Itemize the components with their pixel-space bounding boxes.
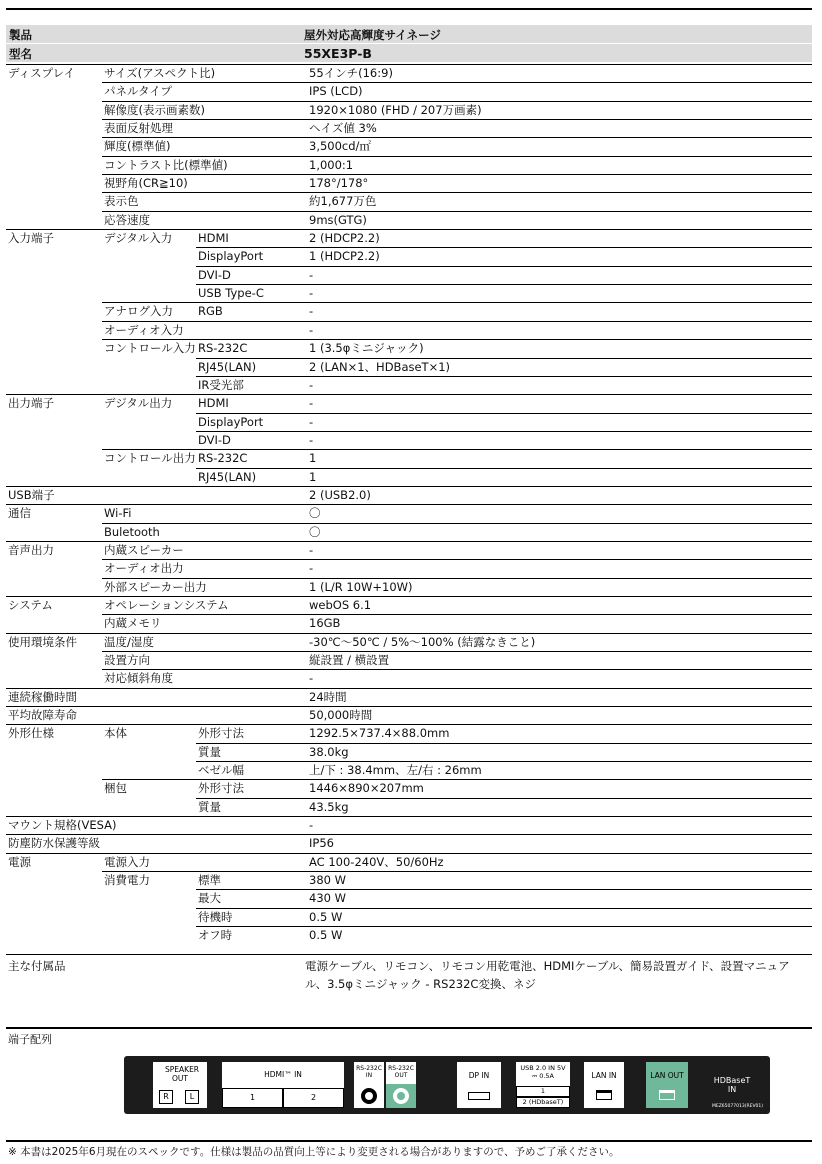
footnote: ※ 本書は2025年6月現在のスペックです。仕様は製品の品質向上等により変更される場合がありますので、予めご了承ください。 — [8, 1146, 620, 1158]
spec-item: Buletooth — [102, 523, 196, 541]
lan-in-box — [584, 1062, 624, 1108]
spec-item: 消費電力 — [102, 872, 196, 890]
spec-category: マウント規格(VESA) — [6, 817, 102, 835]
spec-subitem: RGB — [196, 303, 305, 321]
spec-value: 380 W — [305, 872, 812, 890]
spec-category — [6, 578, 102, 596]
spec-item: サイズ(アスペクト比) — [102, 65, 196, 83]
spec-row — [6, 835, 812, 853]
spec-subitem — [196, 505, 305, 523]
spec-subitem — [196, 486, 305, 504]
spec-item — [102, 835, 196, 853]
spec-item — [102, 431, 196, 449]
spec-category — [6, 248, 102, 266]
spec-subitem — [196, 578, 305, 596]
spec-item: 設置方向 — [102, 652, 196, 670]
spec-value: IPS (LCD) — [305, 83, 812, 101]
spec-category: 防塵防水保護等級 — [6, 835, 102, 853]
spec-category: システム — [6, 596, 102, 614]
spec-category: 電源 — [6, 853, 102, 871]
spec-row — [6, 615, 812, 633]
spec-subitem — [196, 560, 305, 578]
top-rule — [6, 8, 812, 10]
spec-item — [102, 358, 196, 376]
spec-item — [102, 927, 196, 945]
spec-subitem — [196, 853, 305, 871]
accessories-value: 電源ケーブル、リモコン、リモコン用乾電池、HDMIケーブル、簡易設置ガイド、設置マニュアル、3.5φミニジャック - RS232C変換、ネジ — [305, 959, 790, 991]
spec-item: 応答速度 — [102, 211, 196, 229]
spec-category: 使用環境条件 — [6, 633, 102, 651]
spec-subitem: ベゼル幅 — [196, 762, 305, 780]
spec-row — [6, 505, 812, 523]
spec-category — [6, 83, 102, 101]
spec-row — [6, 340, 812, 358]
spec-row — [6, 138, 812, 156]
spec-item — [102, 743, 196, 761]
spec-item — [102, 798, 196, 816]
spec-category: USB端子 — [6, 486, 102, 504]
spec-item: パネルタイプ — [102, 83, 196, 101]
spec-row — [6, 633, 812, 651]
spec-value: 約1,677万色 — [305, 193, 812, 211]
spec-item: 解像度(表示画素数) — [102, 101, 196, 119]
spec-row — [6, 83, 812, 101]
spec-value: - — [305, 285, 812, 303]
spec-row — [6, 817, 812, 835]
spec-category — [6, 120, 102, 138]
spec-value: 〇 — [305, 505, 812, 523]
spec-category: 外形仕様 — [6, 725, 102, 743]
spec-item: 温度/湿度 — [102, 633, 196, 651]
speaker-out-label: SPEAKER OUT — [165, 1065, 200, 1083]
spec-subitem: USB Type-C — [196, 285, 305, 303]
spec-row — [6, 743, 812, 761]
lan-out-network-icon — [659, 1090, 675, 1100]
hdbaset-in-label: HDBaseT IN — [713, 1076, 751, 1094]
spec-category — [6, 615, 102, 633]
spec-item: 表面反射処理 — [102, 120, 196, 138]
spec-row — [6, 303, 812, 321]
spec-value: 2 (LAN×1、HDBaseT×1) — [305, 358, 812, 376]
spec-subitem: 待機時 — [196, 908, 305, 926]
spec-category — [6, 211, 102, 229]
spec-value: ヘイズ値 3% — [305, 120, 812, 138]
spec-item — [102, 908, 196, 926]
spec-row — [6, 780, 812, 798]
model-header-row — [6, 44, 812, 62]
spec-item: 内蔵メモリ — [102, 615, 196, 633]
spec-category: 平均故障寿命 — [6, 707, 102, 725]
lan-in-network-icon — [596, 1090, 612, 1100]
spec-value: IP56 — [305, 835, 812, 853]
spec-item: デジタル入力 — [102, 230, 196, 248]
spec-row — [6, 908, 812, 926]
spec-value: - — [305, 376, 812, 394]
spec-item — [102, 688, 196, 706]
footnote-rule — [6, 1140, 812, 1142]
model-label: 型名 — [9, 47, 32, 61]
usb-port-1: 1 — [516, 1086, 570, 1097]
spec-row — [6, 486, 812, 504]
spec-row — [6, 120, 812, 138]
spec-value: - — [305, 431, 812, 449]
spec-row — [6, 358, 812, 376]
spec-row — [6, 541, 812, 559]
spec-row — [6, 431, 812, 449]
spec-category — [6, 175, 102, 193]
spec-value: 3,500cd/㎡ — [305, 138, 812, 156]
spec-value: 〇 — [305, 523, 812, 541]
spec-item — [102, 285, 196, 303]
spec-value: - — [305, 303, 812, 321]
spec-subitem — [196, 652, 305, 670]
spec-category — [6, 266, 102, 284]
spec-row — [6, 65, 812, 83]
spec-category — [6, 468, 102, 486]
spec-subitem: DVI-D — [196, 266, 305, 284]
spec-item: コントラスト比(標準値) — [102, 156, 196, 174]
spec-category — [6, 156, 102, 174]
spec-category — [6, 285, 102, 303]
spec-item: コントロール入力 — [102, 340, 196, 358]
spec-row — [6, 596, 812, 614]
lan-in-label: LAN IN — [591, 1071, 617, 1080]
spec-item: 内蔵スピーカー — [102, 541, 196, 559]
spec-item — [102, 266, 196, 284]
spec-row — [6, 762, 812, 780]
spec-subitem: RJ45(LAN) — [196, 358, 305, 376]
spec-item: 本体 — [102, 725, 196, 743]
hdmi-in-box — [222, 1062, 344, 1108]
spec-value: 1 (3.5φミニジャック) — [305, 340, 812, 358]
rs232c-in-box — [354, 1062, 384, 1108]
spec-item — [102, 890, 196, 908]
spec-value: 38.0kg — [305, 743, 812, 761]
speaker-r-port: R — [159, 1090, 173, 1104]
spec-row — [6, 193, 812, 211]
spec-subitem — [196, 707, 305, 725]
hdmi-port-2: 2 — [283, 1088, 344, 1108]
spec-subitem: IR受光部 — [196, 376, 305, 394]
spec-item: 梱包 — [102, 780, 196, 798]
spec-value: 2 (USB2.0) — [305, 486, 812, 504]
spec-subitem — [196, 817, 305, 835]
spec-row — [6, 175, 812, 193]
spec-row — [6, 927, 812, 945]
terminal-section-title: 端子配列 — [8, 1033, 52, 1046]
spec-row — [6, 578, 812, 596]
spec-value: 2 (HDCP2.2) — [305, 230, 812, 248]
product-value: 屋外対応高輝度サイネージ — [304, 28, 441, 42]
hdmi-port-1: 1 — [222, 1088, 283, 1108]
spec-table — [6, 64, 812, 945]
spec-category — [6, 193, 102, 211]
spec-subitem: DisplayPort — [196, 413, 305, 431]
spec-row — [6, 872, 812, 890]
spec-category — [6, 523, 102, 541]
spec-value: - — [305, 413, 812, 431]
spec-value: 9ms(GTG) — [305, 211, 812, 229]
spec-row — [6, 413, 812, 431]
displayport-icon — [468, 1092, 490, 1100]
spec-item: コントロール出力 — [102, 450, 196, 468]
spec-subitem — [196, 835, 305, 853]
spec-value: 1920×1080 (FHD / 207万画素) — [305, 101, 812, 119]
spec-item: デジタル出力 — [102, 395, 196, 413]
spec-row — [6, 248, 812, 266]
spec-row — [6, 725, 812, 743]
spec-value: webOS 6.1 — [305, 596, 812, 614]
spec-item: 対応傾斜角度 — [102, 670, 196, 688]
spec-value: 1 (HDCP2.2) — [305, 248, 812, 266]
spec-category — [6, 321, 102, 339]
spec-item — [102, 376, 196, 394]
spec-item: 視野角(CR≧10) — [102, 175, 196, 193]
spec-row — [6, 652, 812, 670]
spec-row — [6, 321, 812, 339]
usb-label: USB 2.0 IN 5V ⎓ 0.5A — [520, 1064, 566, 1080]
spec-item: 電源入力 — [102, 853, 196, 871]
spec-subitem: 標準 — [196, 872, 305, 890]
spec-subitem: HDMI — [196, 230, 305, 248]
spec-category — [6, 872, 102, 890]
spec-category: 出力端子 — [6, 395, 102, 413]
spec-row — [6, 670, 812, 688]
spec-category: 連続稼働時間 — [6, 688, 102, 706]
spec-value: 1292.5×737.4×88.0mm — [305, 725, 812, 743]
spec-category — [6, 560, 102, 578]
spec-category — [6, 450, 102, 468]
spec-category — [6, 743, 102, 761]
spec-value: 1446×890×207mm — [305, 780, 812, 798]
spec-category — [6, 340, 102, 358]
spec-row — [6, 230, 812, 248]
accessories-label: 主な付属品 — [8, 959, 66, 973]
spec-subitem — [196, 615, 305, 633]
spec-subitem: 外形寸法 — [196, 780, 305, 798]
spec-item — [102, 762, 196, 780]
spec-category — [6, 670, 102, 688]
spec-value: 0.5 W — [305, 927, 812, 945]
spec-row — [6, 688, 812, 706]
spec-value: 1 — [305, 450, 812, 468]
rs232c-in-label: RS-232C IN — [356, 1065, 382, 1079]
spec-category — [6, 652, 102, 670]
spec-subitem — [196, 83, 305, 101]
spec-value: - — [305, 670, 812, 688]
spec-category: 入力端子 — [6, 230, 102, 248]
spec-category — [6, 762, 102, 780]
spec-item: 外部スピーカー出力 — [102, 578, 196, 596]
spec-item — [102, 468, 196, 486]
spec-item — [102, 707, 196, 725]
spec-subitem — [196, 523, 305, 541]
spec-value: 1,000:1 — [305, 156, 812, 174]
spec-row — [6, 890, 812, 908]
spec-item — [102, 248, 196, 266]
spec-subitem: DisplayPort — [196, 248, 305, 266]
spec-row — [6, 285, 812, 303]
spec-value: 50,000時間 — [305, 707, 812, 725]
spec-row — [6, 798, 812, 816]
product-label: 製品 — [9, 28, 32, 42]
spec-item — [102, 413, 196, 431]
spec-value: -30℃～50℃ / 5%～100% (結露なきこと) — [305, 633, 812, 651]
spec-category — [6, 890, 102, 908]
connector-panel — [124, 1056, 770, 1114]
spec-subitem: 外形寸法 — [196, 725, 305, 743]
dp-in-label: DP IN — [468, 1071, 490, 1080]
spec-value: 178°/178° — [305, 175, 812, 193]
spec-subitem — [196, 175, 305, 193]
spec-value: 24時間 — [305, 688, 812, 706]
spec-subitem — [196, 101, 305, 119]
spec-subitem: RS-232C — [196, 340, 305, 358]
spec-subitem — [196, 193, 305, 211]
spec-row — [6, 156, 812, 174]
spec-value: - — [305, 395, 812, 413]
spec-value: 1 — [305, 468, 812, 486]
spec-category — [6, 413, 102, 431]
spec-item: アナログ入力 — [102, 303, 196, 321]
spec-value: 43.5kg — [305, 798, 812, 816]
spec-subitem: 質量 — [196, 743, 305, 761]
spec-row — [6, 468, 812, 486]
spec-row — [6, 376, 812, 394]
speaker-l-port: L — [185, 1090, 199, 1104]
spec-category — [6, 101, 102, 119]
spec-value: - — [305, 817, 812, 835]
spec-value: - — [305, 266, 812, 284]
usb-box — [516, 1062, 570, 1108]
spec-subitem — [196, 633, 305, 651]
spec-row — [6, 560, 812, 578]
terminal-section-rule — [6, 1027, 812, 1029]
rs232c-out-jack-icon — [393, 1088, 409, 1104]
spec-category — [6, 358, 102, 376]
spec-category — [6, 780, 102, 798]
spec-row — [6, 266, 812, 284]
spec-value: 430 W — [305, 890, 812, 908]
spec-subitem: RJ45(LAN) — [196, 468, 305, 486]
spec-value: - — [305, 541, 812, 559]
speaker-out-box — [153, 1062, 207, 1108]
spec-row — [6, 707, 812, 725]
spec-subitem — [196, 321, 305, 339]
spec-category — [6, 927, 102, 945]
spec-value: AC 100-240V、50/60Hz — [305, 853, 812, 871]
spec-row — [6, 101, 812, 119]
spec-subitem: 質量 — [196, 798, 305, 816]
spec-value: 55インチ(16:9) — [305, 65, 812, 83]
spec-value: 0.5 W — [305, 908, 812, 926]
spec-subitem — [196, 138, 305, 156]
spec-row — [6, 853, 812, 871]
panel-code: MEZ65077013(REV01) — [712, 1104, 763, 1109]
model-value: 55XE3P-B — [304, 46, 372, 61]
spec-category: 音声出力 — [6, 541, 102, 559]
spec-subitem: DVI-D — [196, 431, 305, 449]
spec-item: 表示色 — [102, 193, 196, 211]
spec-item — [102, 486, 196, 504]
spec-subitem: HDMI — [196, 395, 305, 413]
spec-category: ディスプレイ — [6, 65, 102, 83]
rs232c-out-box — [386, 1062, 416, 1108]
product-header-row — [6, 25, 812, 43]
accessories-rule — [6, 954, 812, 955]
spec-value: 1 (L/R 10W+10W) — [305, 578, 812, 596]
spec-subitem — [196, 211, 305, 229]
rs232c-out-label: RS-232C OUT — [388, 1065, 414, 1079]
usb-port-2: 2 (HDbaseT) — [516, 1097, 570, 1108]
spec-row — [6, 450, 812, 468]
spec-category — [6, 798, 102, 816]
spec-subitem — [196, 120, 305, 138]
spec-subitem — [196, 688, 305, 706]
spec-category — [6, 138, 102, 156]
lan-out-label: LAN OUT — [650, 1071, 684, 1080]
spec-subitem: 最大 — [196, 890, 305, 908]
spec-item: 輝度(標準値) — [102, 138, 196, 156]
spec-category — [6, 431, 102, 449]
spec-category — [6, 908, 102, 926]
spec-row — [6, 523, 812, 541]
spec-subitem — [196, 541, 305, 559]
spec-item: オーディオ入力 — [102, 321, 196, 339]
spec-subitem — [196, 670, 305, 688]
lan-out-box — [646, 1062, 688, 1108]
spec-item: オーディオ出力 — [102, 560, 196, 578]
dp-in-box — [457, 1062, 501, 1108]
spec-row — [6, 395, 812, 413]
spec-value: 縦設置 / 横設置 — [305, 652, 812, 670]
spec-value: - — [305, 560, 812, 578]
spec-category — [6, 303, 102, 321]
spec-subitem: オフ時 — [196, 927, 305, 945]
spec-item: オペレーションシステム — [102, 596, 196, 614]
spec-value: - — [305, 321, 812, 339]
spec-item: Wi-Fi — [102, 505, 196, 523]
rs232c-in-jack-icon — [361, 1088, 377, 1104]
spec-category: 通信 — [6, 505, 102, 523]
spec-category — [6, 376, 102, 394]
spec-value: 16GB — [305, 615, 812, 633]
hdmi-in-label: HDMI™ IN — [264, 1070, 302, 1079]
spec-row — [6, 211, 812, 229]
spec-value: 上/下 : 38.4mm、左/右 : 26mm — [305, 762, 812, 780]
spec-subitem: RS-232C — [196, 450, 305, 468]
